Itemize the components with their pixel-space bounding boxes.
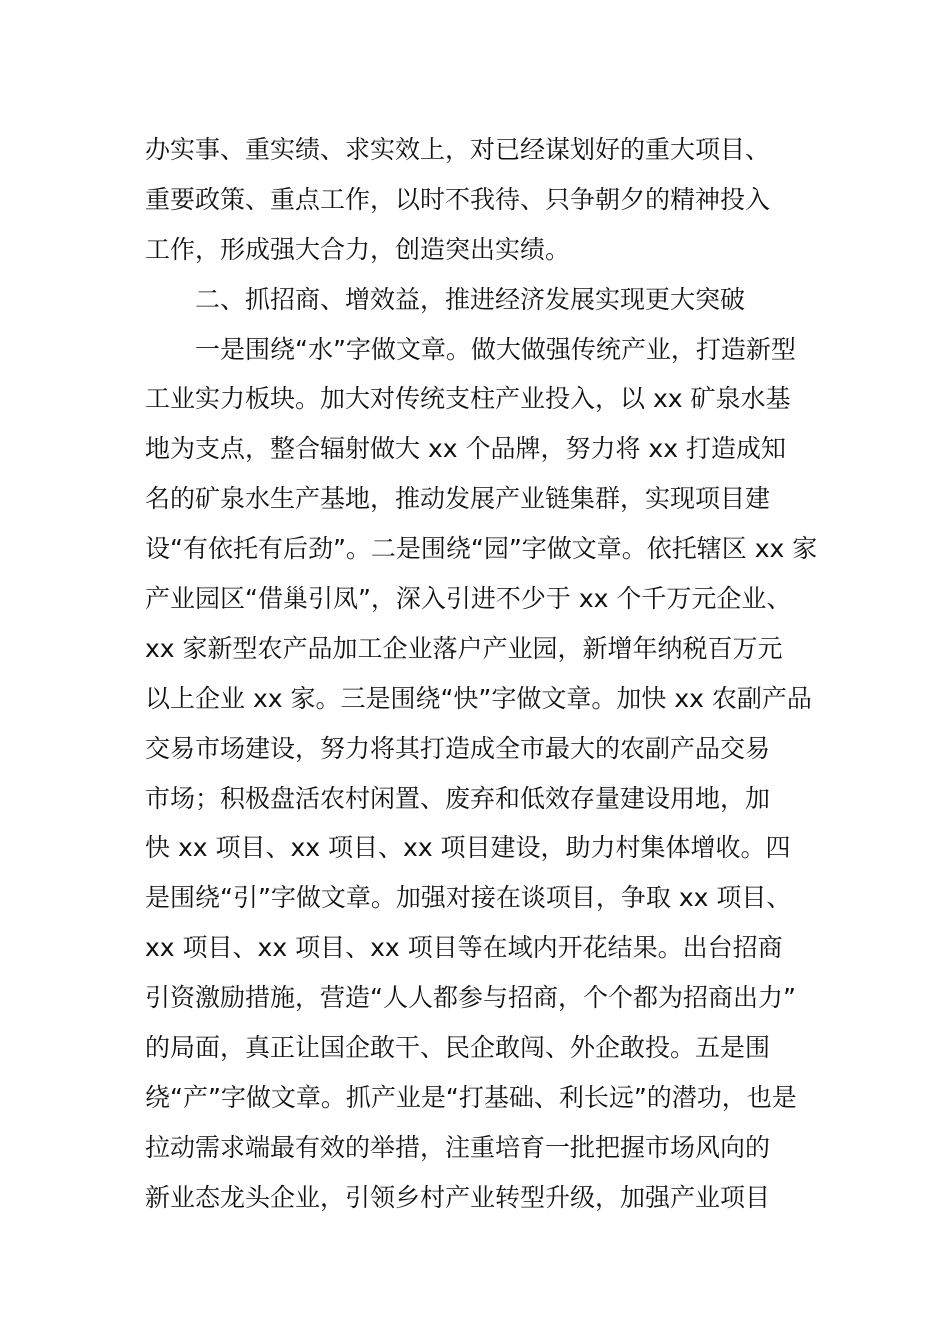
body-text	[145, 125, 818, 1223]
text-line: 快 xx 项目、xx 项目、xx 项目建设，助力村集体增收。四	[145, 833, 791, 863]
text-line: xx 项目、xx 项目、xx 项目等在域内开花结果。出台招商	[145, 933, 783, 963]
text-line: 产业园区“借巢引凤”，深入引进不少于 xx 个千万元企业、	[145, 584, 792, 614]
text-line: 绕“产”字做文章。抓产业是“打基础、利长远”的潜功，也是	[145, 1082, 797, 1112]
text-line: 工业实力板块。加大对传统支柱产业投入，以 xx 矿泉水基	[145, 384, 791, 414]
text-line: 拉动需求端最有效的举措，注重培育一批把握市场风向的	[145, 1132, 771, 1162]
paragraph-first-line: 一是围绕“水”字做文章。做大做强传统产业，打造新型	[195, 334, 796, 364]
text-line: 地为支点，整合辐射做大 xx 个品牌，努力将 xx 打造成知	[145, 434, 786, 464]
section-heading: 二、抓招商、增效益，推进经济发展实现更大突破	[195, 284, 746, 314]
text-line: 办实事、重实绩、求实效上，对已经谋划好的重大项目、	[145, 135, 771, 164]
text-line: 重要政策、重点工作，以时不我待、只争朝夕的精神投入	[145, 184, 771, 214]
text-line: 设“有依托有后劲”。二是围绕“园”字做文章。依托辖区 xx 家	[145, 534, 818, 564]
text-line: 工作，形成强大合力，创造突出实绩。	[145, 234, 571, 264]
text-line: 交易市场建设，努力将其打造成全市最大的农副产品交易	[145, 733, 771, 763]
text-line: 是围绕“引”字做文章。加强对接在谈项目，争取 xx 项目、	[145, 883, 792, 913]
text-line: 以上企业 xx 家。三是围绕“快”字做文章。加快 xx 农副产品	[145, 683, 812, 713]
text-line: xx 家新型农产品加工企业落户产业园，新增年纳税百万元	[145, 633, 783, 663]
text-line: 的局面，真正让国企敢干、民企敢闯、外企敢投。五是围	[145, 1033, 771, 1063]
text-line: 引资激励措施，营造“人人都参与招商，个个都为招商出力”	[145, 983, 796, 1013]
text-line: 市场；积极盘活农村闲置、废弃和低效存量建设用地，加	[145, 783, 771, 813]
text-line: 新业态龙头企业，引领乡村产业转型升级，加强产业项目	[145, 1182, 771, 1212]
text-line: 名的矿泉水生产基地，推动发展产业链集群，实现项目建	[145, 484, 771, 514]
